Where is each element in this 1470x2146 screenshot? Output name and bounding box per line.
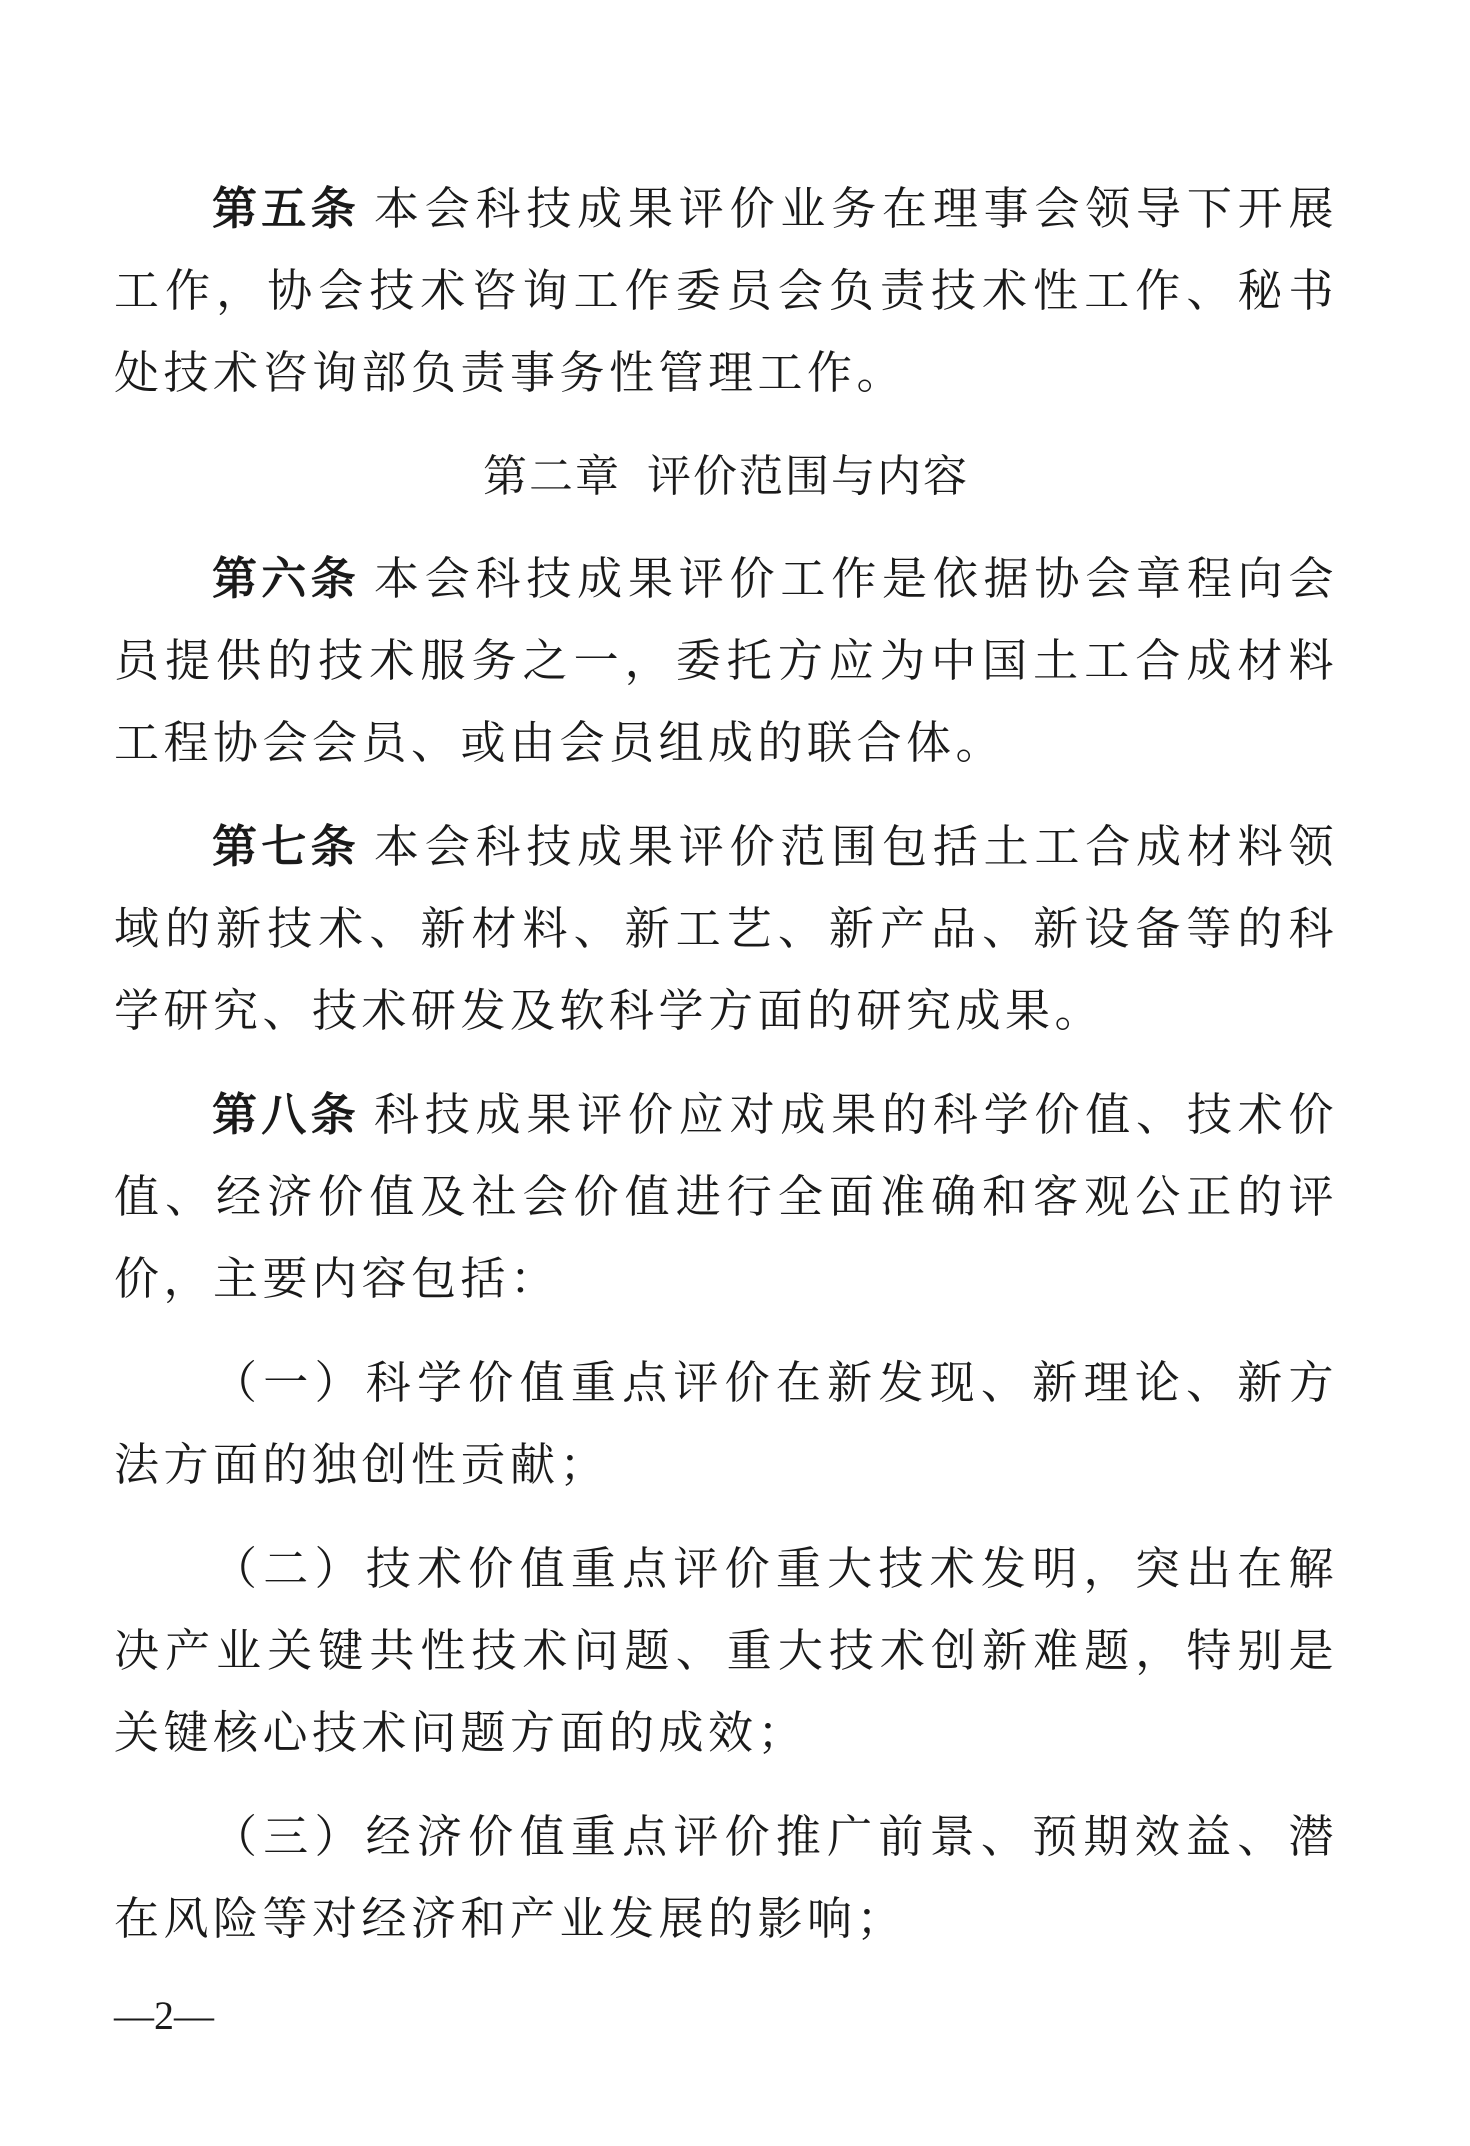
article-8-number: 第八条: [212, 1088, 360, 1141]
chapter-number: 第二章: [483, 451, 621, 502]
item-2: （二）技术价值重点评价重大技术发明，突出在解决产业关键共性技术问题、重大技术创新难题，特别是关键核心技术问题方面的成效；: [114, 1542, 1338, 1759]
article-7-text: 本会科技成果评价范围包括土工合成材料领域的新技术、新材料、新工艺、新产品、新设备等的科学研究、技术研发及软科学方面的研究成果。: [114, 820, 1338, 1037]
article-8-text: 科技成果评价应对成果的科学价值、技术价值、经济价值及社会价值进行全面准确和客观公正的评价，主要内容包括：: [114, 1088, 1338, 1305]
article-6-number: 第六条: [212, 552, 360, 605]
article-5-number: 第五条: [212, 182, 360, 235]
article-8: [114, 1074, 1338, 1320]
article-5: [114, 168, 1338, 414]
document-body: [114, 168, 1338, 1982]
chapter-heading: [114, 436, 1338, 518]
chapter-title: 评价范围与内容: [647, 451, 969, 502]
article-6: [114, 538, 1338, 784]
page-number: —2—: [114, 1993, 214, 2038]
article-5-text: 本会科技成果评价业务在理事会领导下开展工作，协会技术咨询工作委员会负责技术性工作、秘书处技术咨询部负责事务性管理工作。: [114, 182, 1338, 399]
article-6-text: 本会科技成果评价工作是依据协会章程向会员提供的技术服务之一，委托方应为中国土工合成材料工程协会会员、或由会员组成的联合体。: [114, 552, 1338, 769]
item-1: （一）科学价值重点评价在新发现、新理论、新方法方面的独创性贡献；: [114, 1356, 1338, 1491]
article-7-number: 第七条: [212, 820, 360, 873]
item-3: （三）经济价值重点评价推广前景、预期效益、潜在风险等对经济和产业发展的影响；: [114, 1810, 1338, 1945]
article-7: [114, 806, 1338, 1052]
